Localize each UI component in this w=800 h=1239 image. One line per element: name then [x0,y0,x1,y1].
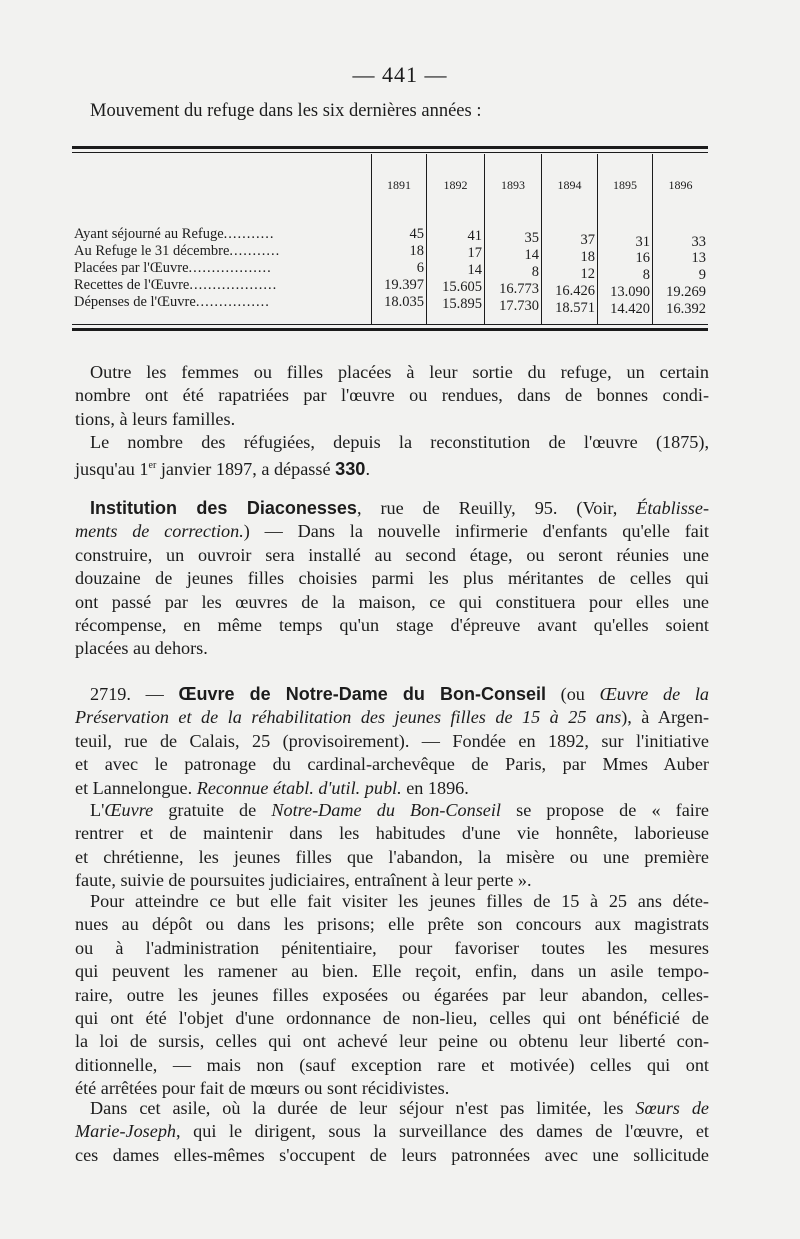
table-cell: 33 [691,234,706,250]
table-cell: 8 [531,264,539,280]
table-cell: 19.397 [384,277,424,293]
table-cell: 18 [580,249,595,265]
institution-title: Institution des Diaconesses [90,498,357,518]
year-header: 1895 [613,178,637,192]
year-header: 1892 [443,178,468,192]
table-cell: 31 [635,234,650,250]
year-header: 1891 [387,178,411,192]
table-top-rule-thin [72,152,708,153]
table-cell: 45 [409,226,424,242]
paragraph-repatriation: Outre les femmes ou filles placées à leur sortie du refuge, un certain nombre ont été rapatriées par l'œuvre ou rendues, dans de bonnes condi- tions, à leurs familles. [75,362,709,429]
oeuvre-title: Œuvre de Notre-Dame du Bon-Conseil [178,684,546,704]
table-cell: 35 [524,230,539,246]
paragraph-diaconesses: Institution des Diaconesses, rue de Reuilly, 95. (Voir, Établisse- ments de correction.) — Dans la nouvelle infirmerie d'enfants qu'elle fait construire, un ouvroir sera installé au second étage, ou seront réunies une douzaine de jeunes filles choisies parmi les plus méritantes de celles qui ont passé par les œuvres de la maison, ce qui constituera pour elles une récompense, en même temps qu'un stage d'épreuve avant qu'elles soient placées au dehors. [75,498,710,659]
table-cell: 15.605 [442,279,482,295]
table-bottom-rule [72,328,708,331]
table-cell: 16.426 [555,283,595,299]
table-row-label: Dépenses de l'Œuvre................ [74,294,270,310]
paragraph-asylum: Dans cet asile, où la durée de leur séjour n'est pas limitée, les Sœurs de Marie-Joseph, qui le dirigent, sous la surveillance des dames de l'œuvre, et ces dames elles-mêmes s'occupent de leurs patronnées avec une sollicitude [75,1098,709,1165]
paragraph-bon-conseil: 2719. — Œuvre de Notre-Dame du Bon-Conseil (ou Œuvre de la Préservation et de la réhabilitation des jeunes filles de 15 à 25 ans), à Argen- teuil, rue de Calais, 25 (provisoirement). — Fondée en 1892, sur l'initiative et avec le patronage du cardinal-archevêque de Paris, par Mmes Auber et Lannelongue. Reconnue établ. d'util. publ. en 1896. [75,684,710,798]
table-cell: 41 [467,228,482,244]
table-cell: 9 [698,267,706,283]
table-cell: 15.895 [442,296,482,312]
table-row-label: Recettes de l'Œuvre................... [74,277,278,293]
table-row-label: Au Refuge le 31 décembre........... [74,243,281,259]
table-cell: 16 [635,250,650,266]
year-header: 1893 [501,178,525,192]
table-cell: 14.420 [610,301,650,317]
refuge-statistics-table [72,146,708,338]
table-top-rule [72,146,708,149]
table-cell: 16.773 [499,281,539,297]
table-cell: 14 [524,247,539,263]
table-row-label: Ayant séjourné au Refuge........... [74,226,275,242]
table-cell: 14 [467,262,482,278]
table-cell: 17 [467,245,482,261]
table-cell: 16.392 [666,301,706,317]
paragraph-goal: Pour atteindre ce but elle fait visiter les jeunes filles de 15 à 25 ans déte- nues au dépôt ou dans les prisons; elle prête son concours aux magistrats ou à l'administration pénitentiaire, pour favoriser toutes les mesures qui peuvent les ramener au bien. Elle reçoit, enfin, dans un asile tempo- raire, outre les jeunes filles exposées ou égarées par leur abandon, celles- qui ont été l'objet d'une ordonnance de non-lieu, celles qui ont bénéficié de la loi de sursis, celles qui ont achevé leur peine ou obtenu leur liberté con- ditionnelle, — mais non (sauf exception rare et motivée) celles qui ont été arrêtées pour fait de mœurs ou sont récidivistes. [75,891,709,1099]
table-row-label: Placées par l'Œuvre.................. [74,260,272,276]
table-cell: 37 [580,232,595,248]
header-spacer [372,214,708,215]
paragraph-purpose: L'Œuvre gratuite de Notre-Dame du Bon-Conseil se propose de « faire rentrer et de maintenir dans les habitudes d'une vie honnête, laborieuse et chrétienne, les jeunes filles que l'abandon, la misère ou une première faute, suivie de poursuites judiciaires, entraînent à leur perte ». [75,800,709,891]
table-cell: 18.571 [555,300,595,316]
table-cell: 19.269 [666,284,706,300]
table-cell: 13 [691,250,706,266]
table-cell: 17.730 [499,298,539,314]
table-cell: 18.035 [384,294,424,310]
table-cell: 18 [409,243,424,259]
table-cell: 12 [580,266,595,282]
table-heading: Mouvement du refuge dans les six dernières années : [90,101,482,121]
year-header: 1894 [557,178,582,192]
table-cell: 8 [642,267,650,283]
paragraph-refugee-count: Le nombre des réfugiées, depuis la reconstitution de l'œuvre (1875), jusqu'au 1er janvier 1897, a dépassé 330. [75,432,709,480]
table-bottom-rule-thin [72,324,708,325]
page-number: — 441 — [352,62,448,87]
table-cell: 13.090 [610,284,650,300]
table-cell: 6 [416,260,424,276]
year-header: 1896 [668,178,693,192]
